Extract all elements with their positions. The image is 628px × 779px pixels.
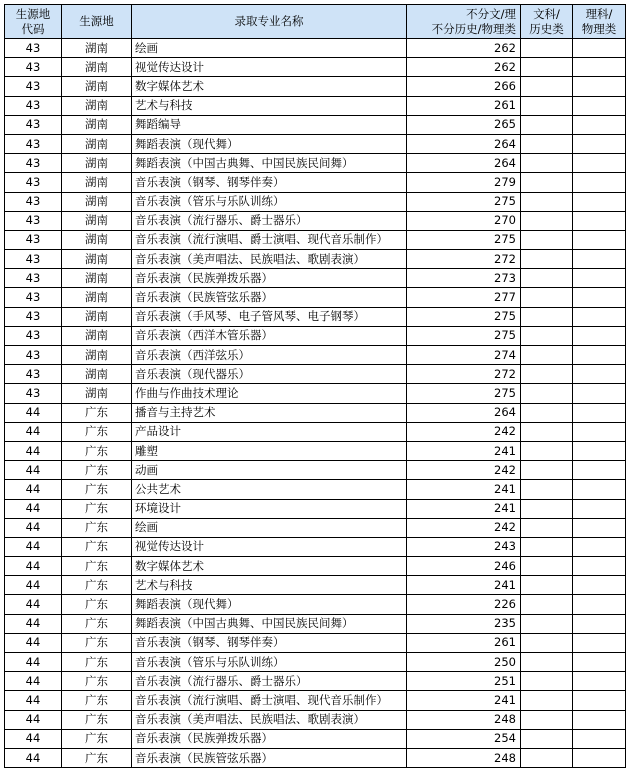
cell-science-score [573, 499, 626, 518]
cell-arts-score [521, 537, 573, 556]
cell-origin-region: 广东 [62, 595, 132, 614]
cell-origin-code: 43 [5, 307, 62, 326]
cell-major-name: 音乐表演（西洋木管乐器） [132, 326, 407, 345]
cell-combined-score: 275 [407, 230, 521, 249]
cell-origin-code: 44 [5, 518, 62, 537]
cell-origin-code: 43 [5, 192, 62, 211]
cell-major-name: 动画 [132, 461, 407, 480]
cell-combined-score: 273 [407, 269, 521, 288]
table-row [5, 441, 626, 460]
cell-origin-code: 43 [5, 77, 62, 96]
table-row [5, 346, 626, 365]
cell-origin-code: 43 [5, 250, 62, 269]
cell-combined-score: 242 [407, 422, 521, 441]
header-science-score [573, 5, 626, 39]
table-row [5, 58, 626, 77]
cell-origin-region: 湖南 [62, 307, 132, 326]
cell-origin-region: 湖南 [62, 346, 132, 365]
cell-origin-code: 44 [5, 480, 62, 499]
cell-arts-score [521, 326, 573, 345]
table-row [5, 288, 626, 307]
table-row [5, 211, 626, 230]
cell-combined-score: 241 [407, 576, 521, 595]
cell-science-score [573, 115, 626, 134]
table-row [5, 576, 626, 595]
cell-major-name: 音乐表演（流行演唱、爵士演唱、现代音乐制作） [132, 230, 407, 249]
cell-major-name: 舞蹈表演（现代舞） [132, 134, 407, 153]
cell-major-name: 雕塑 [132, 441, 407, 460]
cell-combined-score: 264 [407, 154, 521, 173]
cell-major-name: 数字媒体艺术 [132, 77, 407, 96]
cell-major-name: 音乐表演（管乐与乐队训练） [132, 192, 407, 211]
cell-origin-region: 广东 [62, 729, 132, 748]
cell-arts-score [521, 269, 573, 288]
cell-origin-region: 广东 [62, 461, 132, 480]
cell-origin-region: 广东 [62, 672, 132, 691]
cell-origin-region: 湖南 [62, 39, 132, 58]
cell-arts-score [521, 173, 573, 192]
cell-combined-score: 261 [407, 96, 521, 115]
cell-major-name: 音乐表演（流行器乐、爵士器乐） [132, 211, 407, 230]
cell-origin-code: 43 [5, 346, 62, 365]
cell-origin-code: 44 [5, 653, 62, 672]
cell-origin-region: 湖南 [62, 288, 132, 307]
cell-science-score [573, 422, 626, 441]
table-row [5, 96, 626, 115]
cell-major-name: 环境设计 [132, 499, 407, 518]
cell-combined-score: 277 [407, 288, 521, 307]
cell-science-score [573, 537, 626, 556]
table-row [5, 250, 626, 269]
cell-origin-region: 广东 [62, 441, 132, 460]
cell-origin-region: 湖南 [62, 96, 132, 115]
cell-arts-score [521, 691, 573, 710]
cell-origin-region: 湖南 [62, 134, 132, 153]
cell-combined-score: 242 [407, 461, 521, 480]
cell-arts-score [521, 595, 573, 614]
cell-science-score [573, 288, 626, 307]
cell-origin-region: 广东 [62, 576, 132, 595]
cell-origin-region: 广东 [62, 518, 132, 537]
cell-origin-code: 43 [5, 96, 62, 115]
cell-combined-score: 264 [407, 403, 521, 422]
cell-arts-score [521, 192, 573, 211]
cell-science-score [573, 461, 626, 480]
cell-major-name: 艺术与科技 [132, 96, 407, 115]
cell-origin-code: 44 [5, 557, 62, 576]
table-row [5, 557, 626, 576]
cell-major-name: 音乐表演（钢琴、钢琴伴奏） [132, 173, 407, 192]
cell-arts-score [521, 115, 573, 134]
cell-science-score [573, 653, 626, 672]
cell-combined-score: 262 [407, 58, 521, 77]
cell-origin-code: 44 [5, 537, 62, 556]
cell-combined-score: 274 [407, 346, 521, 365]
cell-science-score [573, 39, 626, 58]
cell-origin-code: 44 [5, 710, 62, 729]
table-row [5, 480, 626, 499]
cell-combined-score: 241 [407, 691, 521, 710]
cell-arts-score [521, 403, 573, 422]
cell-origin-code: 44 [5, 499, 62, 518]
cell-combined-score: 261 [407, 633, 521, 652]
cell-arts-score [521, 230, 573, 249]
cell-origin-region: 湖南 [62, 192, 132, 211]
cell-arts-score [521, 441, 573, 460]
header-combined-score-line2: 不分历史/物理类 [431, 21, 516, 36]
table-row [5, 461, 626, 480]
cell-major-name: 音乐表演（民族弹拨乐器） [132, 269, 407, 288]
cell-science-score [573, 269, 626, 288]
cell-science-score [573, 518, 626, 537]
table-row [5, 537, 626, 556]
cell-origin-code: 44 [5, 595, 62, 614]
cell-arts-score [521, 346, 573, 365]
cell-origin-code: 43 [5, 326, 62, 345]
table-row [5, 710, 626, 729]
cell-science-score [573, 614, 626, 633]
cell-combined-score: 275 [407, 384, 521, 403]
cell-combined-score: 275 [407, 326, 521, 345]
cell-arts-score [521, 365, 573, 384]
cell-arts-score [521, 748, 573, 767]
cell-combined-score: 279 [407, 173, 521, 192]
admission-score-table [4, 4, 626, 768]
cell-arts-score [521, 384, 573, 403]
cell-science-score [573, 58, 626, 77]
header-origin-code [5, 5, 62, 39]
cell-science-score [573, 211, 626, 230]
header-combined-score [407, 5, 521, 39]
cell-arts-score [521, 154, 573, 173]
cell-arts-score [521, 672, 573, 691]
cell-combined-score: 251 [407, 672, 521, 691]
cell-major-name: 绘画 [132, 39, 407, 58]
table-row [5, 518, 626, 537]
cell-science-score [573, 595, 626, 614]
cell-science-score [573, 557, 626, 576]
header-science-score-line2: 物理类 [581, 21, 617, 36]
cell-arts-score [521, 633, 573, 652]
header-science-score-line1: 理科/ [585, 6, 613, 21]
cell-combined-score: 246 [407, 557, 521, 576]
cell-major-name: 音乐表演（民族管弦乐器） [132, 748, 407, 767]
table-row [5, 77, 626, 96]
cell-arts-score [521, 557, 573, 576]
cell-combined-score: 241 [407, 499, 521, 518]
header-arts-score-line1: 文科/ [533, 6, 560, 21]
table-row [5, 326, 626, 345]
cell-arts-score [521, 576, 573, 595]
cell-science-score [573, 710, 626, 729]
cell-science-score [573, 729, 626, 748]
cell-origin-code: 43 [5, 230, 62, 249]
table-row [5, 595, 626, 614]
cell-origin-code: 43 [5, 115, 62, 134]
cell-origin-code: 44 [5, 633, 62, 652]
admission-score-table-container [4, 4, 626, 768]
cell-science-score [573, 173, 626, 192]
cell-origin-region: 湖南 [62, 154, 132, 173]
cell-origin-region: 湖南 [62, 384, 132, 403]
header-origin-code-line1: 生源地 [15, 6, 51, 21]
cell-science-score [573, 346, 626, 365]
table-row [5, 307, 626, 326]
cell-combined-score: 254 [407, 729, 521, 748]
cell-science-score [573, 748, 626, 767]
cell-combined-score: 265 [407, 115, 521, 134]
cell-origin-code: 44 [5, 576, 62, 595]
cell-combined-score: 272 [407, 365, 521, 384]
cell-combined-score: 264 [407, 134, 521, 153]
cell-major-name: 舞蹈表演（中国古典舞、中国民族民间舞） [132, 614, 407, 633]
table-row [5, 134, 626, 153]
cell-origin-code: 44 [5, 461, 62, 480]
cell-origin-region: 广东 [62, 537, 132, 556]
table-row [5, 115, 626, 134]
cell-origin-region: 广东 [62, 480, 132, 499]
cell-origin-code: 43 [5, 384, 62, 403]
header-major-name: 录取专业名称 [132, 5, 407, 39]
table-row [5, 230, 626, 249]
cell-origin-code: 44 [5, 403, 62, 422]
cell-combined-score: 262 [407, 39, 521, 58]
cell-major-name: 音乐表演（民族管弦乐器） [132, 288, 407, 307]
cell-arts-score [521, 518, 573, 537]
cell-major-name: 视觉传达设计 [132, 58, 407, 77]
cell-major-name: 音乐表演（流行器乐、爵士器乐） [132, 672, 407, 691]
header-arts-score-line2: 历史类 [529, 21, 564, 36]
cell-arts-score [521, 614, 573, 633]
table-row [5, 691, 626, 710]
cell-science-score [573, 576, 626, 595]
table-row [5, 729, 626, 748]
cell-origin-region: 湖南 [62, 115, 132, 134]
cell-origin-region: 广东 [62, 748, 132, 767]
cell-major-name: 舞蹈编导 [132, 115, 407, 134]
cell-origin-code: 43 [5, 154, 62, 173]
cell-science-score [573, 441, 626, 460]
cell-origin-code: 43 [5, 39, 62, 58]
cell-origin-region: 湖南 [62, 58, 132, 77]
cell-origin-region: 广东 [62, 614, 132, 633]
cell-major-name: 音乐表演（管乐与乐队训练） [132, 653, 407, 672]
cell-major-name: 音乐表演（手风琴、电子管风琴、电子钢琴） [132, 307, 407, 326]
cell-origin-region: 湖南 [62, 269, 132, 288]
cell-combined-score: 266 [407, 77, 521, 96]
cell-origin-region: 广东 [62, 710, 132, 729]
cell-origin-region: 广东 [62, 691, 132, 710]
table-row [5, 672, 626, 691]
cell-origin-code: 43 [5, 173, 62, 192]
cell-major-name: 舞蹈表演（中国古典舞、中国民族民间舞） [132, 154, 407, 173]
cell-origin-code: 43 [5, 211, 62, 230]
cell-science-score [573, 326, 626, 345]
cell-origin-code: 43 [5, 288, 62, 307]
cell-major-name: 产品设计 [132, 422, 407, 441]
cell-science-score [573, 403, 626, 422]
cell-major-name: 音乐表演（现代器乐） [132, 365, 407, 384]
cell-science-score [573, 480, 626, 499]
cell-major-name: 视觉传达设计 [132, 537, 407, 556]
table-row [5, 422, 626, 441]
cell-origin-region: 湖南 [62, 77, 132, 96]
cell-arts-score [521, 729, 573, 748]
cell-major-name: 音乐表演（钢琴、钢琴伴奏） [132, 633, 407, 652]
table-header-row [5, 5, 626, 39]
cell-origin-region: 湖南 [62, 250, 132, 269]
cell-origin-region: 广东 [62, 499, 132, 518]
table-row [5, 365, 626, 384]
cell-origin-region: 湖南 [62, 173, 132, 192]
cell-combined-score: 250 [407, 653, 521, 672]
table-body [5, 39, 626, 768]
cell-science-score [573, 250, 626, 269]
cell-arts-score [521, 58, 573, 77]
cell-combined-score: 243 [407, 537, 521, 556]
cell-origin-code: 43 [5, 134, 62, 153]
cell-combined-score: 275 [407, 307, 521, 326]
cell-origin-code: 44 [5, 729, 62, 748]
cell-major-name: 舞蹈表演（现代舞） [132, 595, 407, 614]
table-row [5, 39, 626, 58]
cell-arts-score [521, 250, 573, 269]
cell-arts-score [521, 653, 573, 672]
cell-science-score [573, 633, 626, 652]
cell-combined-score: 275 [407, 192, 521, 211]
cell-arts-score [521, 39, 573, 58]
cell-origin-region: 广东 [62, 403, 132, 422]
table-row [5, 653, 626, 672]
cell-origin-region: 湖南 [62, 211, 132, 230]
cell-arts-score [521, 96, 573, 115]
cell-origin-code: 44 [5, 614, 62, 633]
table-row [5, 499, 626, 518]
header-origin-code-line2: 代码 [21, 21, 45, 36]
cell-origin-code: 43 [5, 269, 62, 288]
cell-major-name: 公共艺术 [132, 480, 407, 499]
header-origin-region: 生源地 [62, 5, 132, 39]
cell-science-score [573, 307, 626, 326]
cell-origin-code: 43 [5, 58, 62, 77]
cell-combined-score: 242 [407, 518, 521, 537]
cell-origin-region: 广东 [62, 422, 132, 441]
cell-origin-code: 44 [5, 691, 62, 710]
cell-arts-score [521, 77, 573, 96]
cell-science-score [573, 134, 626, 153]
cell-origin-code: 44 [5, 748, 62, 767]
cell-major-name: 播音与主持艺术 [132, 403, 407, 422]
cell-major-name: 音乐表演（美声唱法、民族唱法、歌剧表演） [132, 250, 407, 269]
cell-major-name: 艺术与科技 [132, 576, 407, 595]
cell-combined-score: 226 [407, 595, 521, 614]
table-row [5, 748, 626, 767]
cell-combined-score: 241 [407, 441, 521, 460]
cell-major-name: 音乐表演（民族弹拨乐器） [132, 729, 407, 748]
cell-combined-score: 248 [407, 710, 521, 729]
cell-major-name: 作曲与作曲技术理论 [132, 384, 407, 403]
cell-origin-region: 湖南 [62, 230, 132, 249]
cell-arts-score [521, 134, 573, 153]
table-row [5, 192, 626, 211]
cell-combined-score: 241 [407, 480, 521, 499]
cell-science-score [573, 230, 626, 249]
cell-major-name: 数字媒体艺术 [132, 557, 407, 576]
cell-combined-score: 270 [407, 211, 521, 230]
table-row [5, 633, 626, 652]
cell-combined-score: 272 [407, 250, 521, 269]
cell-major-name: 音乐表演（流行演唱、爵士演唱、现代音乐制作） [132, 691, 407, 710]
table-row [5, 384, 626, 403]
cell-science-score [573, 384, 626, 403]
cell-origin-region: 广东 [62, 633, 132, 652]
cell-origin-region: 湖南 [62, 365, 132, 384]
cell-origin-region: 湖南 [62, 326, 132, 345]
cell-arts-score [521, 710, 573, 729]
table-row [5, 403, 626, 422]
table-row [5, 614, 626, 633]
header-combined-score-line1: 不分文/理 [466, 6, 516, 21]
cell-science-score [573, 691, 626, 710]
header-arts-score [521, 5, 573, 39]
cell-arts-score [521, 461, 573, 480]
cell-arts-score [521, 499, 573, 518]
cell-major-name: 绘画 [132, 518, 407, 537]
cell-arts-score [521, 288, 573, 307]
cell-science-score [573, 96, 626, 115]
cell-origin-code: 44 [5, 672, 62, 691]
cell-science-score [573, 672, 626, 691]
cell-origin-region: 广东 [62, 557, 132, 576]
cell-science-score [573, 192, 626, 211]
cell-origin-code: 44 [5, 441, 62, 460]
cell-arts-score [521, 211, 573, 230]
cell-combined-score: 248 [407, 748, 521, 767]
cell-origin-code: 44 [5, 422, 62, 441]
cell-science-score [573, 77, 626, 96]
cell-arts-score [521, 480, 573, 499]
cell-science-score [573, 365, 626, 384]
cell-origin-code: 43 [5, 365, 62, 384]
cell-major-name: 音乐表演（美声唱法、民族唱法、歌剧表演） [132, 710, 407, 729]
table-row [5, 269, 626, 288]
cell-science-score [573, 154, 626, 173]
table-row [5, 154, 626, 173]
cell-combined-score: 235 [407, 614, 521, 633]
table-row [5, 173, 626, 192]
cell-arts-score [521, 422, 573, 441]
cell-major-name: 音乐表演（西洋弦乐） [132, 346, 407, 365]
cell-arts-score [521, 307, 573, 326]
cell-origin-region: 广东 [62, 653, 132, 672]
